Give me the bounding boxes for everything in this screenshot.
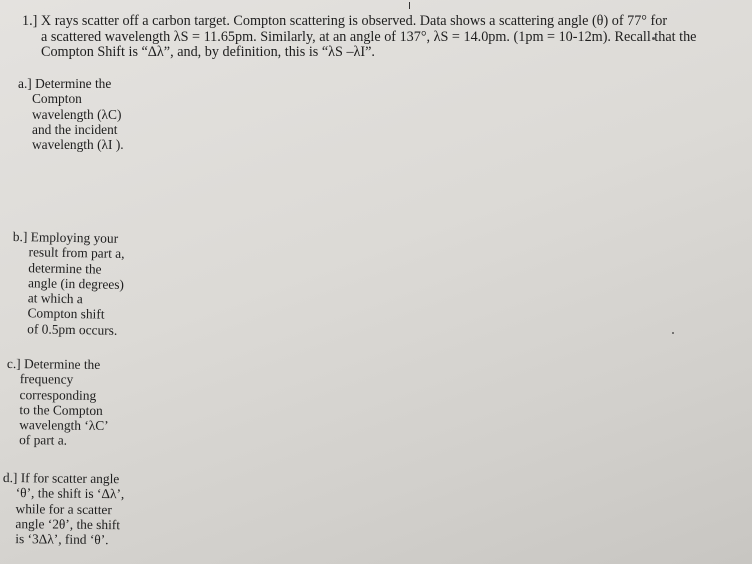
problem-line-3: Compton Shift is “Δλ”, and, by definition, this is “λS –λI”. <box>41 44 375 61</box>
question-a <box>18 76 124 152</box>
question-line: a.] Determine the <box>18 76 112 91</box>
question-line: result from part a, <box>28 244 125 262</box>
pen-dot <box>672 332 674 334</box>
question-line: b.] Employing your <box>12 229 119 246</box>
question-line: at which a <box>27 290 83 307</box>
question-d <box>2 470 124 548</box>
question-line: angle (in degrees) <box>27 275 125 292</box>
question-line: is ‘3Δλ’, find ‘θ’. <box>15 531 109 548</box>
question-line: of part a. <box>19 432 68 449</box>
question-line: wavelength (λC) <box>32 106 122 122</box>
question-line: angle ‘2θ’, the shift <box>15 516 121 533</box>
question-line: wavelength (λI ). <box>32 137 124 153</box>
question-line: corresponding <box>19 386 97 403</box>
question-c <box>6 356 109 449</box>
question-line: of 0.5pm occurs. <box>27 321 118 338</box>
question-line: while for a scatter <box>15 500 112 517</box>
question-line: to the Compton <box>19 402 103 418</box>
pen-mark <box>409 2 410 9</box>
question-line: determine the <box>28 259 102 277</box>
question-line: frequency <box>19 371 74 387</box>
question-line: and the incident <box>32 121 118 137</box>
question-line: ‘θ’, the shift is ‘Δλ’, <box>15 485 125 502</box>
question-line: Compton shift <box>27 305 105 323</box>
question-line: wavelength ‘λC’ <box>19 417 109 434</box>
problem-line-2: a scattered wavelength λS = 11.65pm. Similarly, at an angle of 137°, λS = 14.0pm. (1pm = 10-12m). Recall that the <box>41 28 697 45</box>
problem-statement <box>22 14 744 61</box>
question-b <box>11 229 125 338</box>
question-line: c.] Determine the <box>6 356 101 372</box>
question-line: Compton <box>32 91 82 107</box>
question-line: d.] If for scatter angle <box>2 470 120 487</box>
problem-line-1: 1.] X rays scatter off a carbon target. Compton scattering is observed. Data shows a scattering angle (θ) of 77° for <box>22 13 668 29</box>
